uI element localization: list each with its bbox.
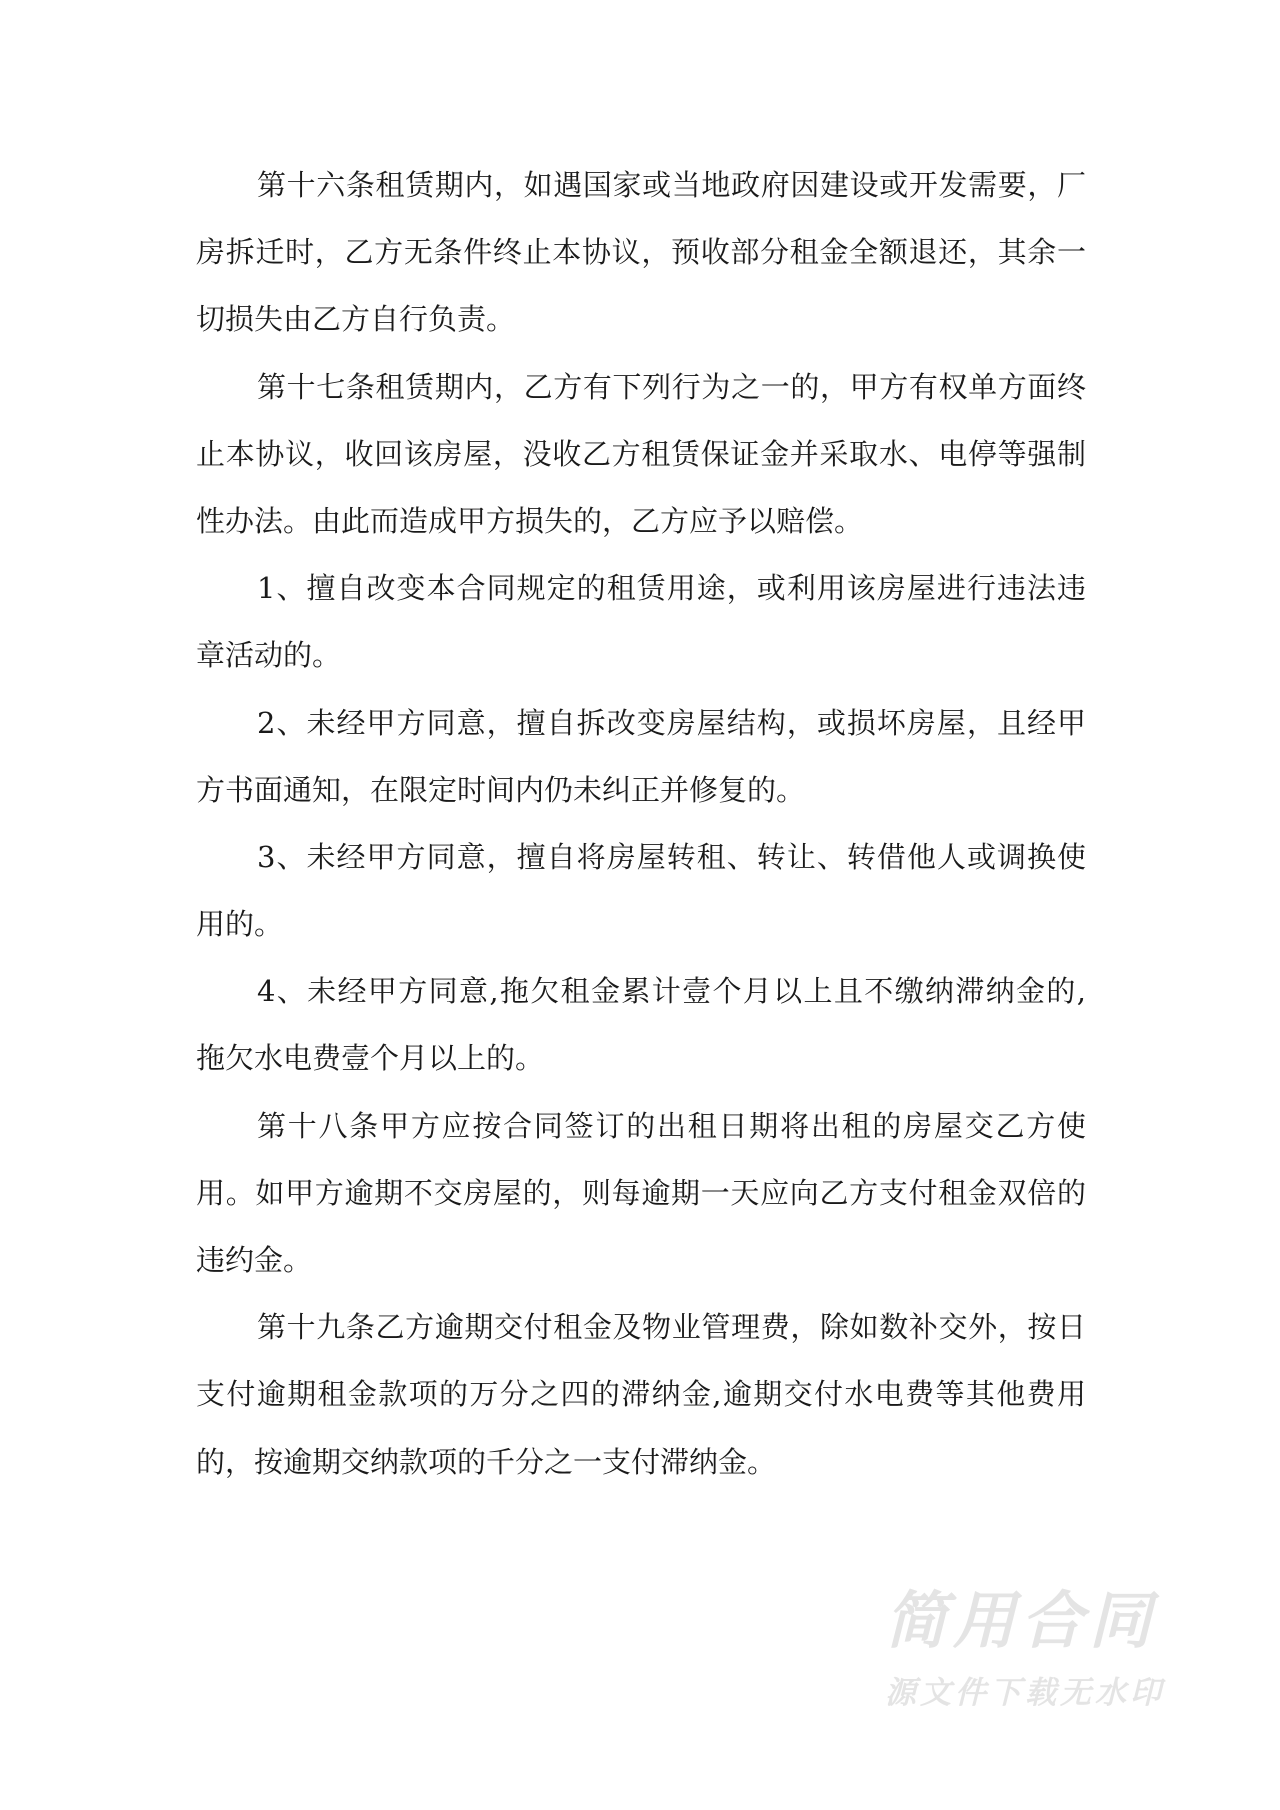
paragraph-article-16 <box>196 152 1086 354</box>
paragraph-article-18 <box>196 1093 1086 1295</box>
text-line: 方书面通知，在限定时间内仍未纠正并修复的。 <box>196 772 806 807</box>
text-line: 章活动的。 <box>196 638 342 673</box>
text-line: 第十七条租赁期内，乙方有下列行为之一的，甲方有权单方面终 <box>257 369 1086 404</box>
text-line: 的，按逾期交纳款项的千分之一支付滞纳金。 <box>196 1444 777 1479</box>
text-line: 支付逾期租金款项的万分之四的滞纳金,逾期交付水电费等其他费用 <box>196 1377 1086 1412</box>
text-line: 违约金。 <box>196 1243 313 1277</box>
paragraph-article-17 <box>196 354 1086 556</box>
text-line: 性办法。由此而造成甲方损失的，乙方应予以赔偿。 <box>196 503 864 538</box>
paragraph-article-19 <box>196 1294 1086 1496</box>
watermark-title: 简用合同 <box>885 1584 1158 1657</box>
list-item-3 <box>196 824 1086 958</box>
text-line: 1、擅自改变本合同规定的租赁用途，或利用该房屋进行违法违 <box>257 571 1086 606</box>
text-line: 用。如甲方逾期不交房屋的，则每逾期一天应向乙方支付租金双倍的 <box>196 1175 1086 1210</box>
document-body <box>196 152 1086 1496</box>
text-line: 房拆迁时，乙方无条件终止本协议，预收部分租金全额退还，其余一 <box>196 235 1086 270</box>
text-line: 拖欠水电费壹个月以上的。 <box>196 1041 545 1076</box>
watermark-subtitle: 源文件下载无水印 <box>885 1675 1165 1711</box>
text-line: 第十九条乙方逾期交付租金及物业管理费，除如数补交外，按日 <box>257 1310 1086 1345</box>
list-item-4 <box>196 958 1086 1092</box>
text-line: 用的。 <box>196 907 284 942</box>
text-line: 4、未经甲方同意,拖欠租金累计壹个月以上且不缴纳滞纳金的, <box>257 974 1086 1009</box>
list-item-2 <box>196 690 1086 824</box>
text-line: 第十六条租赁期内，如遇国家或当地政府因建设或开发需要，厂 <box>257 168 1086 202</box>
text-line: 止本协议，收回该房屋，没收乙方租赁保证金并采取水、电停等强制 <box>196 436 1086 471</box>
text-line: 3、未经甲方同意，擅自将房屋转租、转让、转借他人或调换使 <box>257 839 1086 874</box>
list-item-1 <box>196 555 1086 689</box>
text-line: 第十八条甲方应按合同签订的出租日期将出租的房屋交乙方使 <box>257 1108 1086 1143</box>
text-line: 2、未经甲方同意，擅自拆改变房屋结构，或损坏房屋，且经甲 <box>257 705 1086 740</box>
text-line: 切损失由乙方自行负责。 <box>196 302 516 337</box>
watermark <box>885 1584 1177 1711</box>
